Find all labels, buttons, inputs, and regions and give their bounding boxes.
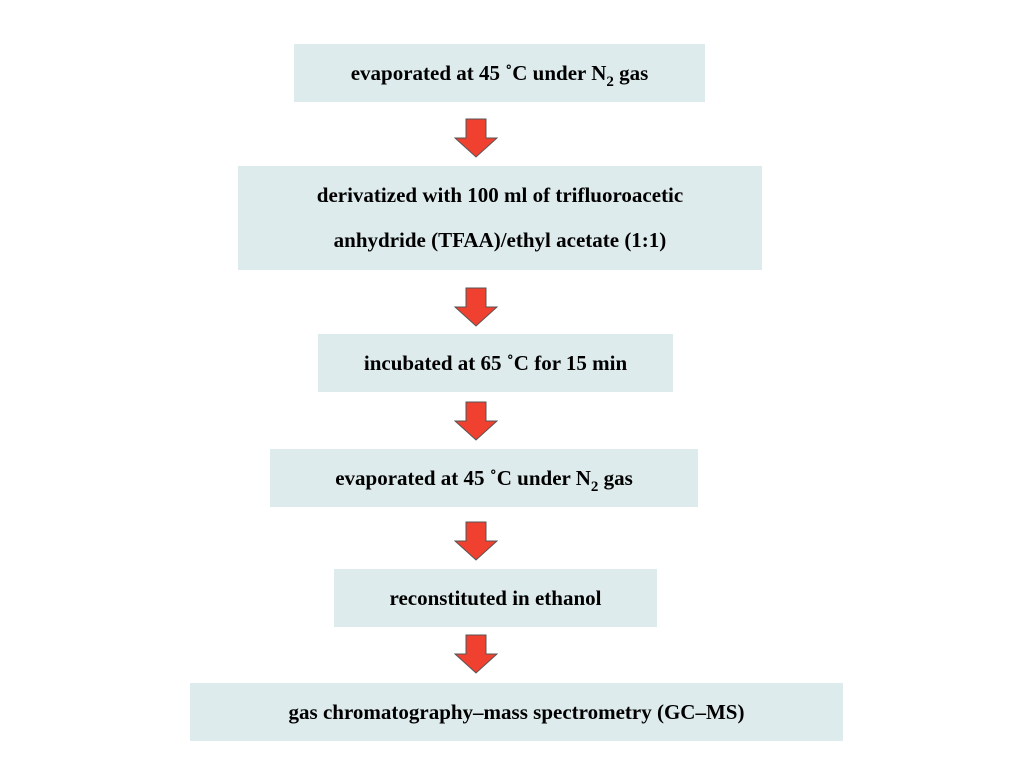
down-arrow-icon (454, 521, 498, 561)
step-evaporate-2 (270, 449, 698, 507)
step-evaporate-2-text: evaporated at 45 ˚C under $N_2$ gas (335, 465, 633, 495)
step-reconstitute-text: reconstituted in ethanol (389, 585, 602, 610)
step-derivatize (238, 166, 762, 270)
down-arrow-icon (454, 118, 498, 158)
step-derivatize-line-2: anhydride (TFAA)/ethyl acetate (1:1) (333, 228, 667, 252)
subscript: 2 (590, 478, 599, 495)
step-incubate (318, 334, 673, 392)
subscript: 2 (606, 73, 614, 90)
step-evaporate-1 (294, 44, 705, 102)
down-arrow-icon (454, 401, 498, 441)
down-arrow-icon (454, 634, 498, 674)
step-reconstitute (334, 569, 657, 627)
down-arrow-icon (454, 287, 498, 327)
step-gc-ms-text: gas chromatography–mass spectrometry (GC–MS) (288, 699, 745, 724)
step-evaporate-1-text: evaporated at 45 ˚C under $N_2$ gas (350, 60, 649, 90)
step-incubate-text: incubated at 65 ˚C for 15 min (363, 350, 628, 375)
step-derivatize-line-1: derivatized with 100 ml of trifluoroacetic (316, 183, 684, 207)
step-gc-ms (190, 683, 843, 741)
